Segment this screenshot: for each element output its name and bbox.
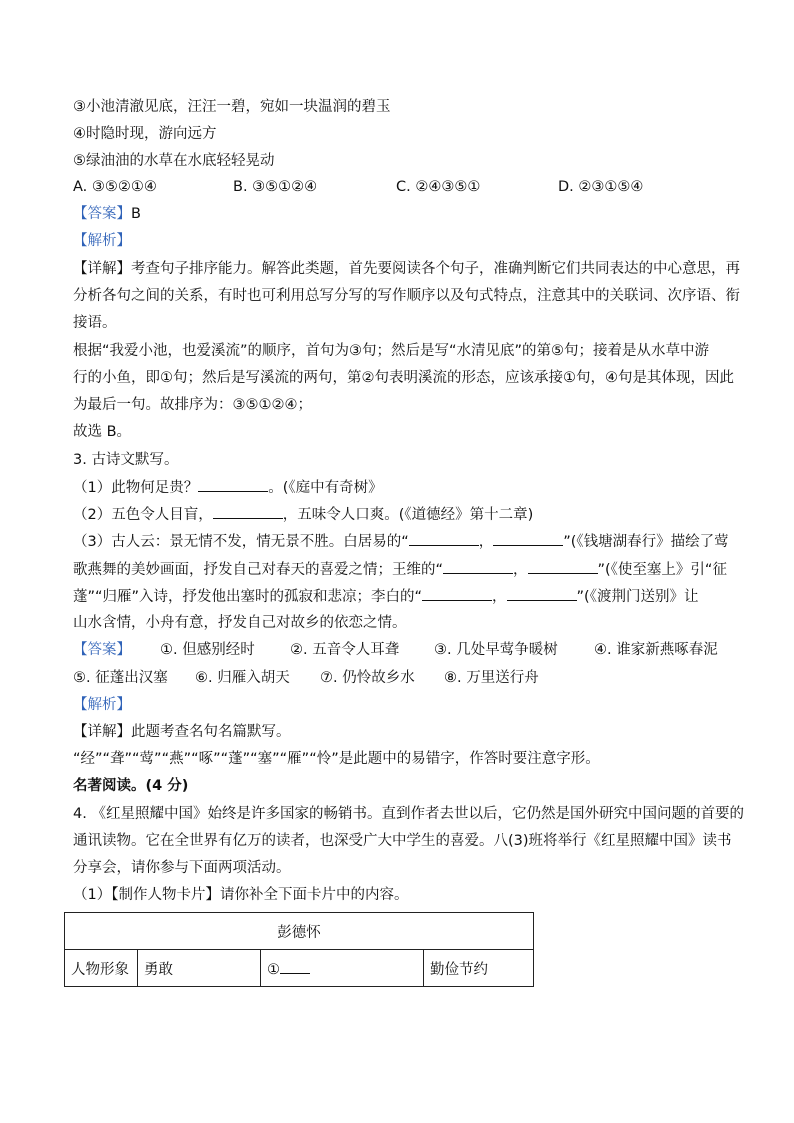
blank-1 [198,477,268,492]
q3-p2-source: ，五味令人口爽。(《道德经》第十二章) [282,507,534,523]
q4-sub-1: （1）【制作人物卡片】请你补全下面卡片中的内容。 [73,887,409,903]
q3-note: “经”“聋”“莺”“燕”“啄”“蓬”“塞”“雁”“怜”是此题中的易错字，作答时要注意字形。 [73,751,600,767]
q3-answer-6: ⑥. 归雁入胡天 [195,670,290,686]
detail-tag: 【详解】 [73,261,131,277]
q3-p3-text: （3）古人云：景无情不发，情无景不胜。白居易的“ [73,534,409,550]
blank-3 [409,531,479,546]
q3-p2-text: （2）五色令人目盲， [73,507,213,523]
q3-p1-source: 。(《庭中有奇树》 [268,480,383,496]
q3-analysis-tag: 【解析】 [73,697,131,713]
q3-p3-comma: ， [478,534,494,550]
q3-p3-comma: ， [492,589,507,605]
q2-detail-line-3: 接语。 [73,315,117,331]
blank-7 [422,586,492,601]
sentence-5: ⑤绿油油的水草在水底轻轻晃动 [73,153,275,169]
q4-line-1: 4. 《红星照耀中国》始终是许多国家的畅销书。直到作者去世以后，它仍然是国外研究中国问题的首要的 [73,806,744,822]
q3-part-3-line-4: 山水含情，小舟有意，抒发自己对故乡的依恋之情。 [73,615,407,631]
q3-p3-source: ”(《渡荆门送别》让 [576,589,699,605]
card-trait-2-blank[interactable] [280,959,310,974]
blank-2 [213,504,283,519]
q3-part-1 [73,477,383,498]
q3-answer-5: ⑤. 征蓬出汉塞 [73,670,168,686]
detail-tag: 【详解】 [73,724,131,740]
q3-p3-text: 歌燕舞的美妙画面，抒发自己对春天的喜爱之情；王维的“ [73,562,444,578]
card-trait-3: 勤俭节约 [424,950,534,987]
q3-answer-1: ①. 但感别经时 [160,642,255,658]
card-name: 彭德怀 [65,913,534,950]
q2-detail-line-5: 行的小鱼，即①句；然后是写溪流的两句，第②句表明溪流的形态，应该承接①句，④句是其体现，因此 [73,370,734,386]
q3-answer-7: ⑦. 仍怜故乡水 [320,670,415,686]
q3-answer-tag: 【答案】 [73,642,131,658]
detail-text: 此题考查名句名篇默写。 [131,724,291,740]
answer-value: B [131,206,141,222]
q3-p3-source: ”(《使至塞上》引“征 [597,562,727,578]
q3-p3-text: 蓬”“归雁”入诗，抒发他出塞时的孤寂和悲凉；李白的“ [73,589,423,605]
q3-p1-text: （1）此物何足贵？ [73,480,199,496]
detail-text: 考查句子排序能力。解答此类题，首先要阅读各个句子，准确判断它们共同表达的中心意思，再 [131,261,740,277]
blank-5 [443,559,513,574]
blank-8 [507,586,577,601]
q3-p3-source: ”(《钱塘湖春行》描绘了莺 [563,534,729,550]
q2-detail-line-2: 分析各句之间的关系，有时也可利用总写分写的写作顺序以及句式特点，注意其中的关联词、次序语、衔 [73,288,740,304]
sentence-3: ③小池清澈见底，汪汪一碧，宛如一块温润的碧玉 [73,99,391,115]
card-trait-1: 勇敢 [138,950,261,987]
card-row-label: 人物形象 [65,950,138,987]
q3-p3-comma: ， [513,562,528,578]
option-a: A. ③⑤②①④ [73,179,157,195]
card-trait-2[interactable] [261,950,424,987]
card-trait-2-prefix: ① [267,961,280,978]
q3-part-3-line-3 [73,586,698,607]
q3-part-3-line-2 [73,559,727,580]
blank-6 [528,559,598,574]
answer-tag: 【答案】 [73,206,131,222]
blank-4 [493,531,563,546]
q2-detail-line-4: 根据“我爱小池，也爱溪流”的顺序，首句为③句；然后是写“水清见底”的第⑤句；接着是从水草中游 [73,343,710,359]
option-c: C. ②④③⑤① [396,179,481,195]
q2-analysis-tag: 【解析】 [73,233,131,249]
q3-answer-8: ⑧. 万里送行舟 [444,670,539,686]
option-d: D. ②③①⑤④ [558,179,644,195]
q2-detail-line-1 [73,259,740,279]
q2-detail-line-7: 故选 B。 [73,424,132,440]
q3-part-2 [73,504,533,525]
q3-answer-3: ③. 几处早莺争暖树 [434,642,558,658]
q3-part-3-line-1 [73,531,729,552]
option-b: B. ③⑤①②④ [233,179,318,195]
q3-answer-2: ②. 五音令人耳聋 [290,642,400,658]
q4-line-3: 分享会，请你参与下面两项活动。 [73,860,291,876]
sentence-4: ④时隐时现，游向远方 [73,126,217,142]
q3-title: 3. 古诗文默写。 [73,452,179,468]
q3-answer-4: ④. 谁家新燕啄春泥 [594,642,718,658]
q2-answer [73,204,141,224]
q4-line-2: 通讯读物。它在全世界有亿万的读者，也深受广大中学生的喜爱。八(3)班将举行《红星照耀中国》读书 [73,833,732,849]
q3-detail [73,722,291,742]
character-card [64,912,534,987]
q2-detail-line-6: 为最后一句。故排序为：③⑤①②④； [73,397,312,413]
section-title: 名著阅读。(4 分) [73,778,189,794]
